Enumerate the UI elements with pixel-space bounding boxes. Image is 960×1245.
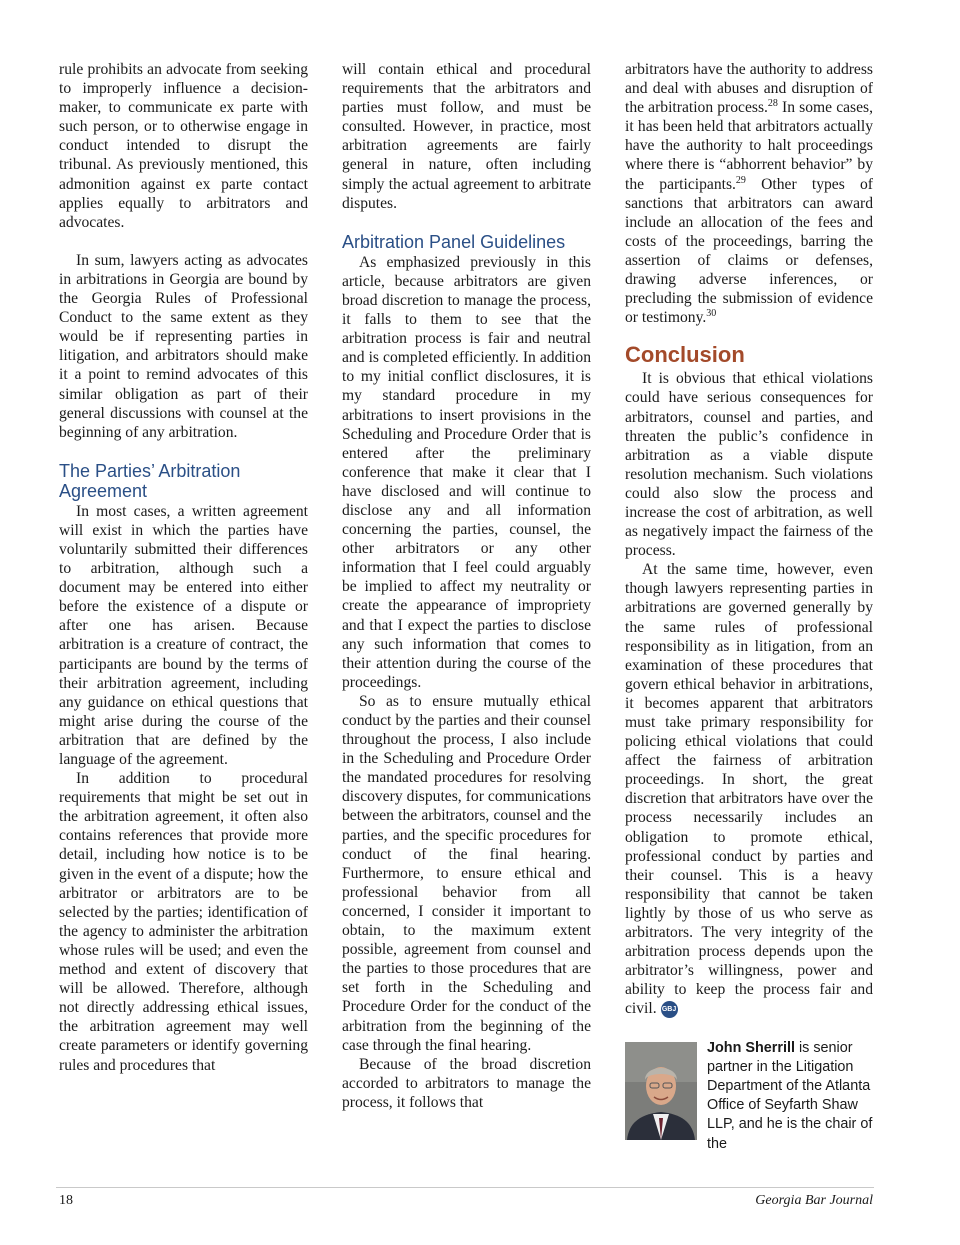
section-heading-conclusion: Conclusion <box>625 342 745 368</box>
col1-paragraph-1: rule prohibits an advocate from seeking to improperly influence a decision-maker, to communicate ex parte with such person, or to otherwise engage in conduct intended to disrupt the tribunal. As previously mentioned, this admonition against ex parte contact applies equally to arbitrators and advocates. <box>59 61 308 231</box>
section-heading-parties-arbitration-agreement: The Parties’ Arbitration Agreement <box>59 460 241 501</box>
column-2 <box>342 60 591 1112</box>
col3-paragraph-1-part-a: arbitrators have the authority to address and deal with abuses and disruption of the arbitration process. <box>625 61 873 117</box>
author-bio-text: is senior partner in the Litigation Department of the Atlanta Office of Seyfarth Shaw LLP, and he is the chair of the <box>707 1039 873 1152</box>
column-3 <box>625 60 874 1152</box>
col3-paragraph-1 <box>625 60 873 327</box>
section-heading-arbitration-panel-guidelines: Arbitration Panel Guidelines <box>342 231 566 252</box>
col2-paragraph-1: will contain ethical and procedural requirements that the arbitrators and parties must follow, and must be consulted. However, in practice, most arbitration agreements are fairly general in nature, often including simply the actual agreement to arbitrate disputes. <box>342 61 591 212</box>
footnote-ref-30: 30 <box>706 308 717 320</box>
col3-paragraph-2: It is obvious that ethical violations could have serious consequences for arbitrators, counsel and parties, and threaten the public’s confidence in arbitration as a viable dispute resolution mechanism. Such violations could also slow the process and increase the cost of arbitration, as well as negatively impact the fairness of the process. <box>625 370 873 560</box>
col1-paragraph-4: In addition to procedural requirements that might be set out in the arbitration agreement, it often also contains references that provide more detail, including how notice is to be given in the event of a dispute; how the arbitrator or arbitrators are to be selected by the parties; identification of the agency to administer the arbitration whose rules will be used; and even the method and extent of discovery that will be allowed. Therefore, although not directly addressing ethical issues, the arbitration agreement may well create parameters or identify governing rules and procedures that <box>59 770 308 1074</box>
col2-paragraph-3: So as to ensure mutually ethical conduct by the parties and their counsel throughout the process, I also include in the Scheduling and Procedure Order the mandated procedures for resolving discovery disputes, for communications between the arbitrators, counsel and the parties, and the specific procedures for conduct of the final hearing. Furthermore, to ensure ethical and professional behavior from all concerned, I consider it important to obtain, to the maximum extent possible, agreement from counsel and the parties to those procedures that are set forth in the Scheduling and Procedure Order for the conduct of the arbitration from the beginning of the case through the final hearing. <box>342 692 591 1054</box>
footer-divider <box>56 1187 874 1188</box>
col3-paragraph-3 <box>625 560 873 1018</box>
col1-paragraph-3: In most cases, a written agreement will exist in which the parties have voluntarily submitted their differences to arbitration, although such a document may be entered into either before the existence of a dispute or after one has arisen. Because arbitration is a creature of contract, the participants are bound by the terms of their arbitration agreement, including any guidance on ethical questions that might arise during the course of the arbitration that are defined by the language of the agreement. <box>59 502 308 768</box>
gbj-end-mark-icon: GBJ <box>661 1001 678 1018</box>
col2-paragraph-2: As emphasized previously in this article, because arbitrators are given broad discretion to manage the process, it falls to them to see that the arbitration process is fair and neutral and is completed efficiently. In addition to my initial conflict disclosures, it is my standard procedure in my arbitrations to insert provisions in the Scheduling and Procedure Order that is entered after the preliminary conference that make it clear that I have disclosed and will continue to disclose any and all information concerning the parties, counsel, the other arbitrators or any other information that I feel could arguably be implied to affect my neutrality or create the appearance of impropriety and that I expect the parties to disclose any such information that comes to their attention during the course of the proceedings. <box>342 253 591 691</box>
author-photo <box>625 1042 697 1140</box>
col3-paragraph-1-part-c: Other types of sanctions that arbitrators can award include an allocation of the fees and costs of the proceedings, barring the assertion of claims or defenses, drawing adverse inferences, or precluding the submission of evidence or testimony. <box>625 175 874 327</box>
col1-paragraph-2: In sum, lawyers acting as advocates in arbitrations in Georgia are bound by the Georgia Rules of Professional Conduct to the same extent as they would be if representing parties in litigation, and arbitrators should make it a point to remind advocates of this similar obligation as part of their general discussions with counsel at the beginning of any arbitration. <box>59 251 308 441</box>
author-bio <box>707 1039 877 1154</box>
footnote-ref-28: 28 <box>767 98 778 110</box>
journal-name: Georgia Bar Journal <box>755 1193 873 1208</box>
col2-paragraph-4: Because of the broad discretion accorded to arbitrators to manage the process, it follows that <box>342 1055 591 1111</box>
author-name: John Sherrill <box>707 1039 795 1056</box>
page-number: 18 <box>59 1193 73 1208</box>
col3-paragraph-3-text: At the same time, however, even though lawyers representing parties in arbitrations are governed generally by the same rules of professional responsibility as in litigation, from an examination of these procedures that govern ethical behavior in arbitrations, it becomes apparent that arbitrators must take primary responsibility for policing ethical violations that could affect the fairness of arbitration proceedings. In short, the great discretion that arbitrators have over the process necessarily includes an obligation to promote ethical, professional conduct by parties and their counsel. This is a heavy responsibility that cannot be taken lightly by those of us who serve as arbitrators. The very integrity of the arbitration process depends upon the arbitrator’s willingness, power and ability to keep the process fair and civil. <box>625 561 873 1018</box>
col3-paragraph-1-part-b: In some cases, it has been held that arbitrators actually have the authority to halt proceedings where there is “abhorrent behavior” by the participants. <box>625 99 873 193</box>
column-1 <box>59 60 308 1075</box>
author-box <box>625 1039 873 1152</box>
footnote-ref-29: 29 <box>735 174 746 186</box>
